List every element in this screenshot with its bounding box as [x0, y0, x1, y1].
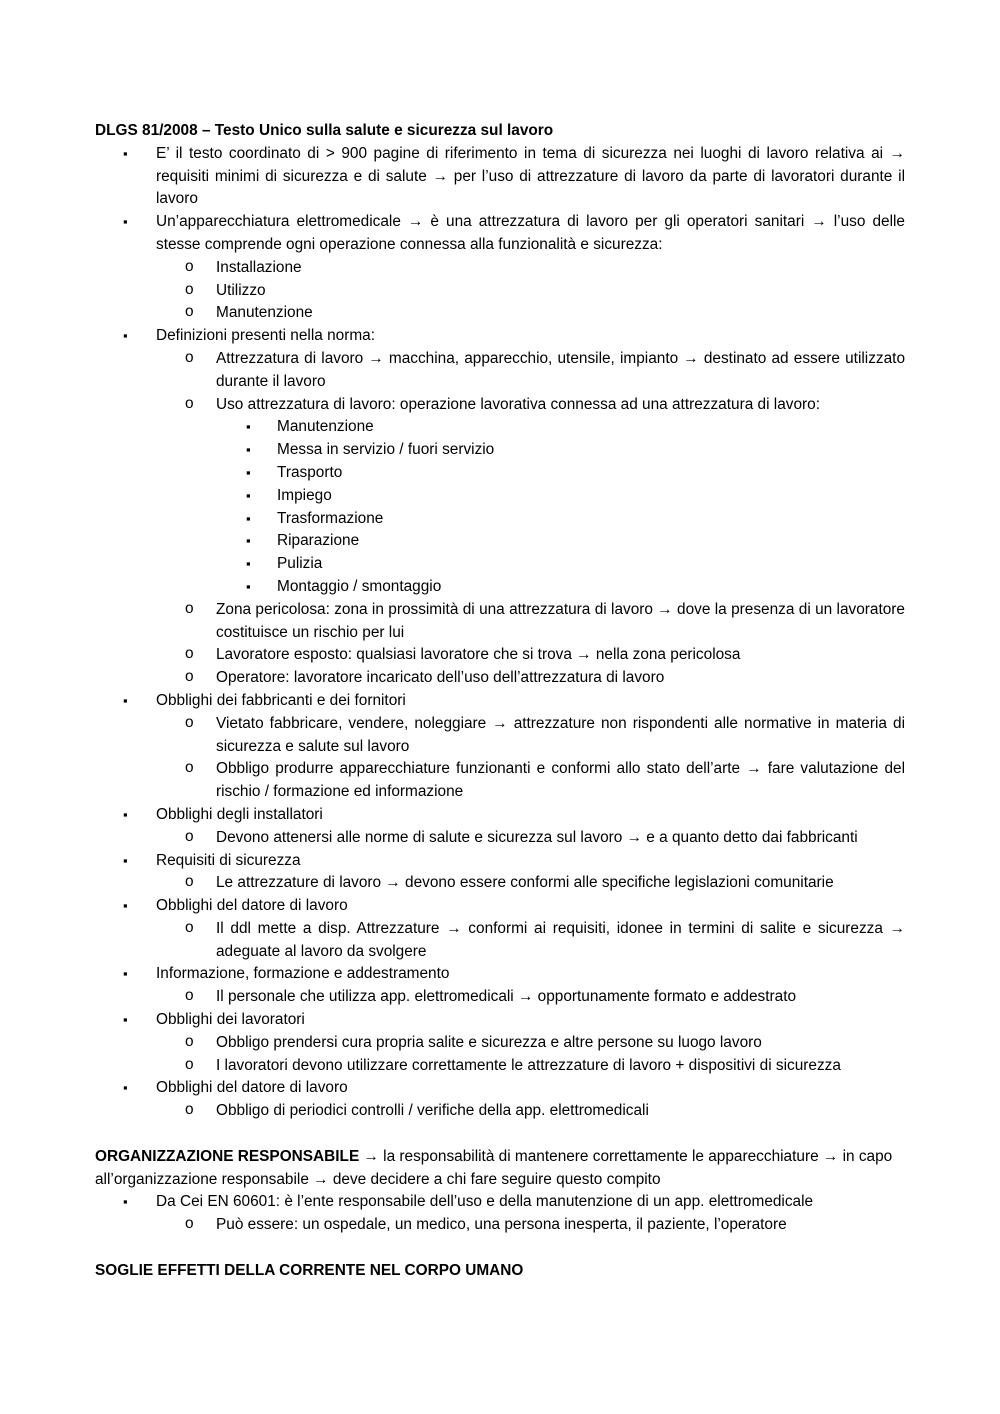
spacer	[95, 1123, 905, 1146]
sub-list-item: o Utilizzo	[95, 280, 905, 303]
list-item: ▪ Obblighi del datore di lavoro	[95, 1077, 905, 1100]
sub-list-item: o I lavoratori devono utilizzare correttamente le attrezzature di lavoro + dispositivi di sicurezza	[95, 1055, 905, 1078]
list-item: ▪ E’ il testo coordinato di > 900 pagine di riferimento in tema di sicurezza nei luoghi di lavoro relativa ai → requisiti minimi di sicurezza e di salute → per l’uso di attrezzature di lavoro da parte di lavoratori durante il lavoro	[95, 143, 905, 211]
subsub-list-item: ▪ Impiego	[95, 485, 905, 508]
sub-list-item: o Può essere: un ospedale, un medico, una persona inesperta, il paziente, l’operatore	[95, 1214, 905, 1237]
subsub-list-item: ▪ Riparazione	[95, 530, 905, 553]
sub-list-item: o Il personale che utilizza app. elettromedicali → opportunamente formato e addestrato	[95, 986, 905, 1009]
organizzazione-text: → la responsabilità di mantenere correttamente le apparecchiature → in capo all’organizzazione responsabile → deve decidere a chi fare seguire questo compito	[95, 1147, 893, 1188]
sub-list-item: o Vietato fabbricare, vendere, noleggiare → attrezzature non rispondenti alle normative in materia di sicurezza e salute sul lavoro	[95, 713, 905, 759]
sub-list-item: o Devono attenersi alle norme di salute e sicurezza sul lavoro → e a quanto detto dai fabbricanti	[95, 827, 905, 850]
list-item: ▪ Obblighi del datore di lavoro	[95, 895, 905, 918]
dlgs-list	[95, 143, 905, 1123]
subsub-list-item: ▪ Manutenzione	[95, 416, 905, 439]
sub-list-item: o Installazione	[95, 257, 905, 280]
subsub-list-item: ▪ Messa in servizio / fuori servizio	[95, 439, 905, 462]
sub-list-item: o Obbligo di periodici controlli / verifiche della app. elettromedicali	[95, 1100, 905, 1123]
sub-list-item: o Lavoratore esposto: qualsiasi lavoratore che si trova → nella zona pericolosa	[95, 644, 905, 667]
list-item: ▪ Informazione, formazione e addestramento	[95, 963, 905, 986]
sub-list-item: o Il ddl mette a disp. Attrezzature → conformi ai requisiti, idonee in termini di salite e sicurezza → adeguate al lavoro da svolgere	[95, 918, 905, 964]
section-title-dlgs: DLGS 81/2008 – Testo Unico sulla salute e sicurezza sul lavoro	[95, 122, 554, 139]
list-item: ▪ Obblighi dei fabbricanti e dei fornitori	[95, 690, 905, 713]
sub-list-item: o Uso attrezzatura di lavoro: operazione lavorativa connessa ad una attrezzatura di lavoro:	[95, 394, 905, 417]
list-item: ▪ Un’apparecchiatura elettromedicale → è una attrezzatura di lavoro per gli operatori sanitari → l’uso delle stesse comprende ogni operazione connessa alla funzionalità e sicurezza:	[95, 211, 905, 257]
section-title-soglie: SOGLIE EFFETTI DELLA CORRENTE NEL CORPO UMANO	[95, 1261, 524, 1279]
list-item: ▪ Obblighi degli installatori	[95, 804, 905, 827]
sub-list-item: o Attrezzatura di lavoro → macchina, apparecchio, utensile, impianto → destinato ad essere utilizzato durante il lavoro	[95, 348, 905, 394]
document-page	[95, 120, 905, 1283]
organizzazione-list	[95, 1191, 905, 1237]
subsub-list-item: ▪ Trasporto	[95, 462, 905, 485]
list-item: ▪ Definizioni presenti nella norma:	[95, 325, 905, 348]
sub-list-item: o Obbligo prendersi cura propria salite e sicurezza e altre persone su luogo lavoro	[95, 1032, 905, 1055]
sub-list-item: o Le attrezzature di lavoro → devono essere conformi alle specifiche legislazioni comunitarie	[95, 872, 905, 895]
sub-list-item: o Operatore: lavoratore incaricato dell’uso dell’attrezzatura di lavoro	[95, 667, 905, 690]
list-item: ▪ Requisiti di sicurezza	[95, 850, 905, 873]
section-title-organizzazione: ORGANIZZAZIONE RESPONSABILE	[95, 1147, 360, 1165]
sub-list-item: o Obbligo produrre apparecchiature funzionanti e conformi allo stato dell’arte → fare valutazione del rischio / formazione ed informazione	[95, 758, 905, 804]
subsub-list-item: ▪ Montaggio / smontaggio	[95, 576, 905, 599]
sub-list-item: o Manutenzione	[95, 302, 905, 325]
organizzazione-paragraph	[95, 1146, 905, 1192]
subsub-list-item: ▪ Trasformazione	[95, 508, 905, 531]
spacer	[95, 1237, 905, 1260]
subsub-list-item: ▪ Pulizia	[95, 553, 905, 576]
sub-list-item: o Zona pericolosa: zona in prossimità di una attrezzatura di lavoro → dove la presenza di un lavoratore costituisce un rischio per lui	[95, 599, 905, 645]
list-item: ▪ Da Cei EN 60601: è l’ente responsabile dell’uso e della manutenzione di un app. elettromedicale	[95, 1191, 905, 1214]
list-item: ▪ Obblighi dei lavoratori	[95, 1009, 905, 1032]
